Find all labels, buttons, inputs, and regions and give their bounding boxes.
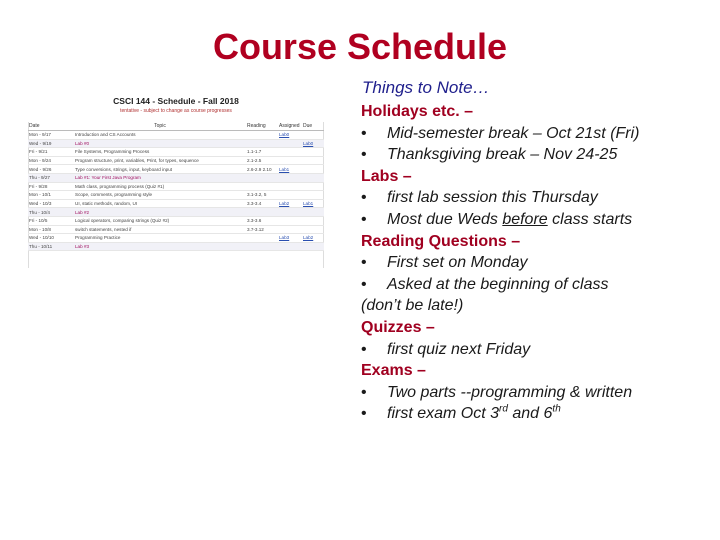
list-item-text: Most due Weds: [387, 210, 503, 228]
table-cell: [278, 216, 302, 225]
schedule-header-cell: Topic: [74, 122, 246, 131]
table-cell: Lab0: [278, 131, 302, 140]
table-cell: 2.1-2.5: [246, 156, 278, 165]
list-item-text: class starts: [547, 210, 633, 228]
table-cell: [302, 225, 324, 234]
table-row: [28, 182, 324, 191]
table-cell: [302, 148, 324, 157]
table-cell: Logical operators, comparing strings (Quiz #2): [74, 216, 246, 225]
schedule-body: [28, 131, 324, 251]
table-cell: Fri - 9/28: [28, 182, 74, 191]
schedule-subtitle: tentative - subject to change as course progresses: [120, 108, 232, 114]
table-cell: [278, 148, 302, 157]
table-cell: Mon - 9/24: [28, 156, 74, 165]
table-cell: 3.3-3.6: [246, 216, 278, 225]
table-cell: [246, 173, 278, 182]
table-row: [28, 165, 324, 174]
table-row: [28, 208, 324, 217]
exams-heading: Exams –: [361, 362, 426, 380]
schedule-header-cell: Reading: [246, 122, 278, 131]
bullet-icon: •: [361, 210, 367, 228]
table-cell: switch statements, nested if: [74, 225, 246, 234]
list-item: [361, 382, 711, 404]
table-cell: Type conversions, strings, input, keyboard input: [74, 165, 246, 174]
list-item-text: Thanksgiving break – Nov 24-25: [387, 146, 618, 164]
bullet-icon: •: [361, 340, 367, 358]
list-item-text: first quiz next Friday: [387, 340, 531, 358]
superscript: th: [552, 403, 561, 415]
bullet-icon: •: [361, 189, 367, 207]
table-cell: [302, 182, 324, 191]
table-cell: Mon - 9/17: [28, 131, 74, 140]
table-cell: Thu - 9/27: [28, 173, 74, 182]
table-cell: [246, 234, 278, 243]
table-cell: Mon - 10/1: [28, 191, 74, 200]
table-cell: Lab3: [278, 234, 302, 243]
notes-list: [361, 101, 711, 425]
list-item-text: and 6: [507, 405, 553, 423]
table-cell: Scope, comments, programming style: [74, 191, 246, 200]
table-row: [28, 131, 324, 140]
table-cell: UI, static methods, random, UI: [74, 199, 246, 208]
table-cell: Lab2: [278, 199, 302, 208]
list-item: [361, 187, 711, 209]
labs-heading: Labs –: [361, 167, 412, 185]
table-cell: [302, 156, 324, 165]
list-item-text: Mid-semester break – Oct 21st (Fri): [387, 124, 640, 142]
table-cell: 3.7-3.12: [246, 225, 278, 234]
list-item-text: First set on Monday: [387, 254, 528, 272]
schedule-image: [28, 92, 324, 278]
slide-title: Course Schedule: [212, 26, 508, 67]
table-cell: Thu - 10/11: [28, 242, 74, 251]
table-cell: Mon - 10/8: [28, 225, 74, 234]
bullet-icon: •: [361, 254, 367, 272]
list-item: [361, 403, 711, 425]
table-cell: [302, 165, 324, 174]
table-cell: [278, 182, 302, 191]
reading-heading: Reading Questions –: [361, 232, 521, 250]
table-cell: Lab1: [278, 165, 302, 174]
table-cell: [246, 182, 278, 191]
table-cell: Introduction and CS Accounts: [74, 131, 246, 140]
table-cell: Fri - 9/21: [28, 148, 74, 157]
table-cell: [278, 225, 302, 234]
table-row: [28, 234, 324, 243]
table-cell: Thu - 10/4: [28, 208, 74, 217]
table-cell: 1.1-1.7: [246, 148, 278, 157]
bullet-icon: •: [361, 383, 367, 401]
list-item-text: first lab session this Thursday: [387, 189, 598, 207]
list-item: [361, 123, 711, 145]
emphasis-text: before: [502, 210, 548, 228]
table-cell: Wed - 10/10: [28, 234, 74, 243]
table-cell: [278, 156, 302, 165]
table-cell: [246, 242, 278, 251]
table-cell: Lab #2: [74, 208, 246, 217]
list-item: [361, 209, 711, 231]
table-cell: Lab #3: [74, 242, 246, 251]
table-cell: [278, 173, 302, 182]
list-item: [361, 274, 711, 296]
table-cell: Math class, programming process (Quiz #1): [74, 182, 246, 191]
table-cell: Lab1: [302, 199, 324, 208]
list-item-continuation: (don’t be late!): [361, 297, 464, 315]
holidays-heading: Holidays etc. –: [361, 103, 474, 120]
table-cell: Wed - 9/19: [28, 139, 74, 148]
list-item-text: first exam Oct 3: [387, 405, 500, 423]
table-cell: Wed - 9/26: [28, 165, 74, 174]
table-cell: [302, 216, 324, 225]
table-cell: Wed - 10/3: [28, 199, 74, 208]
bullet-icon: •: [361, 146, 367, 164]
bullet-icon: •: [361, 124, 367, 142]
table-cell: Program structure, print, variables, Print, for types, sequence: [74, 156, 246, 165]
table-cell: [246, 139, 278, 148]
table-cell: Fri - 10/5: [28, 216, 74, 225]
table-cell: [246, 208, 278, 217]
list-item: [361, 252, 711, 274]
table-row: [28, 139, 324, 148]
table-row: [28, 156, 324, 165]
table-cell: [278, 139, 302, 148]
table-cell: [246, 131, 278, 140]
schedule-header-cell: Assigned: [278, 122, 302, 131]
table-cell: Lab #1: Your First Java Program: [74, 173, 246, 182]
schedule-header-cell: Date: [28, 122, 74, 131]
table-cell: Programming Practice: [74, 234, 246, 243]
table-cell: [302, 173, 324, 182]
bullet-icon: •: [361, 275, 367, 293]
table-row: [28, 191, 324, 200]
list-item-text: Two parts --programming & written: [387, 383, 633, 401]
schedule-table: [28, 122, 324, 251]
table-row: [28, 173, 324, 182]
table-row: [28, 225, 324, 234]
bullet-icon: •: [361, 405, 367, 423]
list-item: [361, 339, 711, 361]
table-cell: [302, 131, 324, 140]
table-cell: 2.6-2.9 2.10: [246, 165, 278, 174]
table-cell: Lab #0: [74, 139, 246, 148]
notes-heading: Things to Note…: [362, 78, 490, 97]
schedule-header-row: [28, 122, 324, 131]
table-row: [28, 199, 324, 208]
schedule-header-cell: Due: [302, 122, 324, 131]
list-item-text: Asked at the beginning of class: [387, 275, 609, 293]
table-cell: Lab2: [302, 234, 324, 243]
table-cell: [302, 242, 324, 251]
table-row: [28, 242, 324, 251]
table-cell: [278, 191, 302, 200]
table-cell: [278, 208, 302, 217]
table-cell: [302, 208, 324, 217]
table-cell: [278, 242, 302, 251]
table-cell: 3.3-3.4: [246, 199, 278, 208]
table-row: [28, 216, 324, 225]
superscript: rd: [499, 403, 508, 415]
table-cell: Lab0: [302, 139, 324, 148]
table-cell: [302, 191, 324, 200]
table-row: [28, 148, 324, 157]
quizzes-heading: Quizzes –: [361, 318, 435, 336]
schedule-title: CSCI 144 - Schedule - Fall 2018: [113, 96, 239, 106]
table-cell: File Systems, Programming Process: [74, 148, 246, 157]
list-item: [361, 144, 711, 166]
table-cell: 3.1-3.2, 5: [246, 191, 278, 200]
